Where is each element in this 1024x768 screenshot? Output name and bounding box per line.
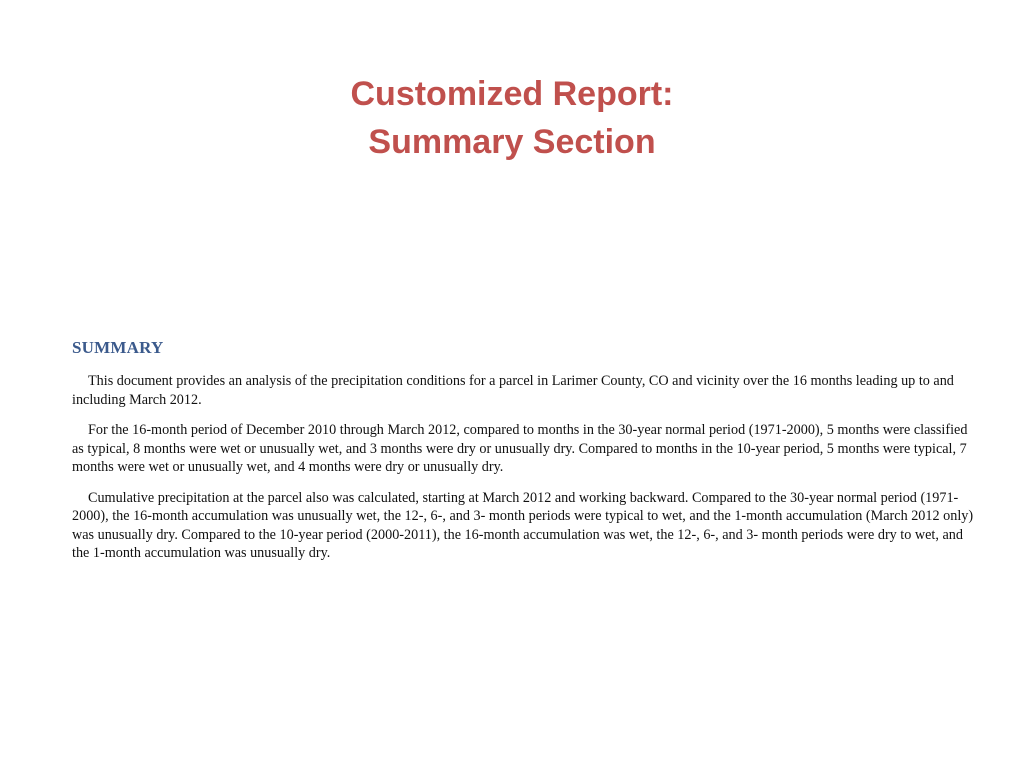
slide-title xyxy=(0,70,1024,166)
slide-title-line-2: Summary Section xyxy=(368,123,656,161)
summary-paragraph-1: This document provides an analysis of the precipitation conditions for a parcel in Larimer County, CO and vicinity over the 16 months leading up to and including March 2012. xyxy=(72,373,954,408)
summary-paragraph-3: Cumulative precipitation at the parcel also was calculated, starting at March 2012 and working backward. Compared to the 30-year normal period (1971-2000), the 16-month accumulation was unusually wet, the 12-, 6-, and 3- month periods were typical to wet, and the 1-month accumulation (March 2012 only) was unusually dry. Compared to the 10-year period (2000-2011), the 16-month accumulation was wet, the 12-, 6-, and 3- month periods were dry to wet, and the 1-month accumulation was unusually dry. xyxy=(72,489,974,561)
slide-title-line-1: Customized Report: xyxy=(350,75,674,113)
document-excerpt-image xyxy=(72,338,977,573)
summary-paragraph-2: For the 16-month period of December 2010 through March 2012, compared to months in the 30-year normal period (1971-2000), 5 months were classified as typical, 8 months were wet or unusually wet, and 3 months were dry or unusually dry. Compared to months in the 10-year period, 5 months were typical, 7 months were wet or unusually wet, and 4 months were dry or unusually dry. xyxy=(72,422,968,475)
summary-heading: SUMMARY xyxy=(72,338,164,357)
